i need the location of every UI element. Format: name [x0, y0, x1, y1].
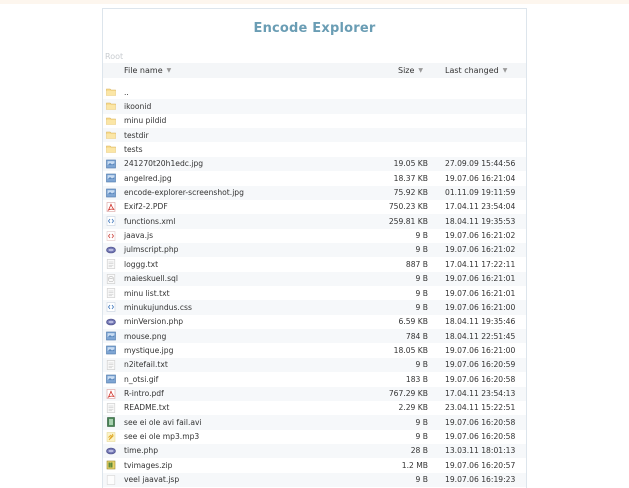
- file-size: 9 B: [415, 302, 428, 312]
- video-file-icon: [106, 417, 116, 427]
- file-name-link[interactable]: tests: [124, 144, 143, 154]
- file-size: 259.81 KB: [388, 216, 428, 226]
- file-last-changed: 01.11.09 19:11:59: [445, 188, 516, 198]
- table-row[interactable]: [103, 300, 526, 314]
- file-name-link[interactable]: veel jaavat.jsp: [124, 475, 180, 485]
- file-name-link[interactable]: angelred.jpg: [124, 173, 172, 183]
- table-row[interactable]: [103, 200, 526, 214]
- file-name-link[interactable]: R-intro.pdf: [124, 389, 164, 399]
- breadcrumb-root[interactable]: Root: [105, 52, 124, 61]
- page-title: Encode Explorer: [253, 21, 376, 36]
- table-row[interactable]: [103, 415, 526, 429]
- code-file-icon: [106, 216, 116, 226]
- file-size: 19.05 KB: [393, 159, 428, 169]
- table-row[interactable]: [103, 286, 526, 300]
- table-row[interactable]: [103, 430, 526, 444]
- column-header-last-changed[interactable]: [445, 66, 507, 75]
- sort-arrow-icon: ▼: [502, 67, 508, 74]
- file-name-link[interactable]: loggg.txt: [124, 259, 159, 269]
- text-file-icon: [106, 360, 116, 370]
- file-size: 767.29 KB: [388, 389, 428, 399]
- php-file-icon: [106, 245, 116, 255]
- sort-arrow-icon: ▼: [418, 67, 424, 74]
- file-last-changed: 19.07.06 16:20:58: [445, 374, 516, 384]
- table-row[interactable]: [103, 171, 526, 185]
- script-file-icon: [106, 231, 116, 241]
- text-file-icon: [106, 403, 116, 413]
- file-last-changed: 19.07.06 16:20:57: [445, 460, 516, 470]
- table-row[interactable]: [103, 401, 526, 415]
- table-row[interactable]: [103, 315, 526, 329]
- file-last-changed: 19.07.06 16:19:23: [445, 475, 516, 485]
- file-size: 9 B: [415, 475, 428, 485]
- file-size: 2.29 KB: [398, 403, 428, 413]
- file-size: 18.05 KB: [393, 345, 428, 355]
- table-row[interactable]: [103, 444, 526, 458]
- folder-icon: [106, 116, 116, 126]
- pdf-file-icon: [106, 389, 116, 399]
- file-size: 28 B: [410, 446, 428, 456]
- table-row[interactable]: [103, 387, 526, 401]
- file-name-link[interactable]: jaava.js: [124, 231, 154, 241]
- image-file-icon: [106, 374, 116, 384]
- file-name-link[interactable]: Exif2-2.PDF: [124, 202, 168, 212]
- text-file-icon: [106, 288, 116, 298]
- file-last-changed: 17.04.11 17:22:11: [445, 259, 516, 269]
- table-row[interactable]: [103, 243, 526, 257]
- file-size: 18.37 KB: [393, 173, 428, 183]
- column-header-file-name[interactable]: [124, 66, 171, 75]
- file-size: 784 B: [405, 331, 428, 341]
- image-file-icon: [106, 173, 116, 183]
- file-name-link[interactable]: julmscript.php: [124, 245, 179, 255]
- file-last-changed: 19.07.06 16:21:00: [445, 345, 516, 355]
- file-last-changed: 13.03.11 18:01:13: [445, 446, 516, 456]
- table-row[interactable]: [103, 85, 526, 99]
- image-file-icon: [106, 188, 116, 198]
- image-file-icon: [106, 331, 116, 341]
- table-row[interactable]: [103, 142, 526, 156]
- file-size: 9 B: [415, 360, 428, 370]
- folder-icon: [106, 87, 116, 97]
- file-size: 9 B: [415, 432, 428, 442]
- file-size: 9 B: [415, 288, 428, 298]
- table-row[interactable]: [103, 257, 526, 271]
- code-file-icon: [106, 302, 116, 312]
- folder-icon: [106, 144, 116, 154]
- file-name-link[interactable]: tvimages.zip: [124, 460, 173, 470]
- column-header-label: File name: [124, 66, 163, 75]
- file-name-link[interactable]: see ei ole mp3.mp3: [124, 432, 200, 442]
- table-row[interactable]: [103, 343, 526, 357]
- file-name-link[interactable]: 241270t20h1edc.jpg: [124, 159, 204, 169]
- file-last-changed: 19.07.06 16:21:01: [445, 288, 516, 298]
- image-file-icon: [106, 159, 116, 169]
- file-name-link[interactable]: n_otsi.gif: [124, 374, 159, 384]
- file-size: 9 B: [415, 417, 428, 427]
- table-row[interactable]: [103, 372, 526, 386]
- php-file-icon: [106, 446, 116, 456]
- file-name-link[interactable]: n2itefail.txt: [124, 360, 168, 370]
- audio-file-icon: [106, 432, 116, 442]
- table-row[interactable]: [103, 214, 526, 228]
- file-name-link[interactable]: mystique.jpg: [124, 345, 174, 355]
- folder-icon: [106, 130, 116, 140]
- file-last-changed: 19.07.06 16:20:58: [445, 432, 516, 442]
- file-last-changed: 27.09.09 15:44:56: [445, 159, 516, 169]
- column-header-label: Last changed: [445, 66, 499, 75]
- file-name-link[interactable]: mouse.png: [124, 331, 167, 341]
- table-row[interactable]: [103, 229, 526, 243]
- file-name-link[interactable]: minVersion.php: [124, 317, 184, 327]
- file-name-link[interactable]: ikoonid: [124, 101, 152, 111]
- file-size: 183 B: [405, 374, 428, 384]
- file-name-link[interactable]: ..: [124, 87, 129, 97]
- file-size: 9 B: [415, 245, 428, 255]
- file-last-changed: 19.07.06 16:21:04: [445, 173, 516, 183]
- file-list: [103, 85, 526, 487]
- file-name-link[interactable]: minu pildid: [124, 116, 167, 126]
- folder-icon: [106, 101, 116, 111]
- column-header-size[interactable]: [398, 66, 423, 75]
- file-last-changed: 19.07.06 16:21:02: [445, 231, 516, 241]
- file-name-link[interactable]: time.php: [124, 446, 159, 456]
- file-size: 75.92 KB: [393, 188, 428, 198]
- file-name-link[interactable]: testdir: [124, 130, 149, 140]
- file-last-changed: 19.07.06 16:21:00: [445, 302, 516, 312]
- table-row[interactable]: [103, 458, 526, 472]
- top-strip: [0, 0, 629, 4]
- file-last-changed: 19.07.06 16:21:02: [445, 245, 516, 255]
- file-size: 6.59 KB: [398, 317, 428, 327]
- file-name-link[interactable]: minukujundus.css: [124, 302, 192, 312]
- image-file-icon: [106, 345, 116, 355]
- file-last-changed: 23.04.11 15:22:51: [445, 403, 516, 413]
- database-file-icon: [106, 274, 116, 284]
- file-name-link[interactable]: see ei ole avi fail.avi: [124, 417, 202, 427]
- file-size: 887 B: [405, 259, 428, 269]
- text-file-icon: [106, 259, 116, 269]
- column-header-label: Size: [398, 66, 415, 75]
- file-size: 750.23 KB: [388, 202, 428, 212]
- file-last-changed: 19.07.06 16:20:58: [445, 417, 516, 427]
- php-file-icon: [106, 317, 116, 327]
- file-last-changed: 17.04.11 23:54:04: [445, 202, 516, 212]
- file-last-changed: 18.04.11 19:35:53: [445, 216, 516, 226]
- table-row[interactable]: [103, 358, 526, 372]
- table-row[interactable]: [103, 272, 526, 286]
- file-table: [103, 63, 526, 487]
- file-name-link[interactable]: functions.xml: [124, 216, 176, 226]
- pdf-file-icon: [106, 202, 116, 212]
- file-last-changed: 19.07.06 16:21:01: [445, 274, 516, 284]
- file-name-link[interactable]: encode-explorer-screenshot.jpg: [124, 188, 244, 198]
- table-row[interactable]: [103, 157, 526, 171]
- file-name-link[interactable]: minu list.txt: [124, 288, 170, 298]
- archive-file-icon: [106, 460, 116, 470]
- file-name-link[interactable]: maieskuell.sql: [124, 274, 178, 284]
- table-row[interactable]: [103, 114, 526, 128]
- file-last-changed: 19.07.06 16:20:59: [445, 360, 516, 370]
- file-name-link[interactable]: README.txt: [124, 403, 170, 413]
- file-last-changed: 17.04.11 23:54:13: [445, 389, 516, 399]
- table-header: [103, 63, 526, 78]
- explorer-container: [102, 8, 527, 488]
- table-row[interactable]: [103, 99, 526, 113]
- file-size: 9 B: [415, 274, 428, 284]
- file-last-changed: 18.04.11 19:35:46: [445, 317, 516, 327]
- file-size: 9 B: [415, 231, 428, 241]
- file-size: 1.2 MB: [401, 460, 428, 470]
- file-last-changed: 18.04.11 22:51:45: [445, 331, 516, 341]
- table-row[interactable]: [103, 329, 526, 343]
- sort-arrow-icon: ▼: [166, 67, 172, 74]
- table-row[interactable]: [103, 128, 526, 142]
- table-row[interactable]: [103, 186, 526, 200]
